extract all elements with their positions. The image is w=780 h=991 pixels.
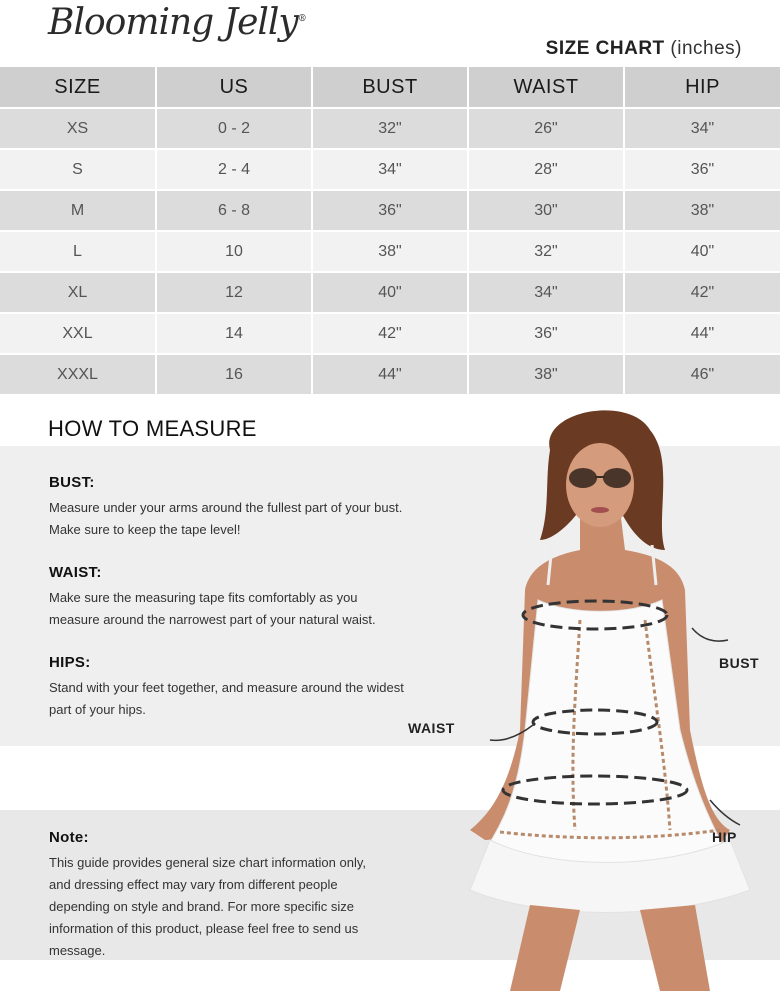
header-bust: BUST bbox=[312, 67, 468, 108]
table-cell: 28" bbox=[468, 149, 624, 190]
note-line-4: information of this product, please feel free to send us bbox=[49, 921, 359, 936]
table-cell: 36" bbox=[312, 190, 468, 231]
header-hip: HIP bbox=[624, 67, 780, 108]
waist-section bbox=[49, 564, 469, 631]
legs-shape bbox=[510, 905, 710, 991]
table-cell: 12 bbox=[156, 272, 312, 313]
registered-mark: ® bbox=[297, 14, 306, 24]
table-cell: 44" bbox=[312, 354, 468, 395]
bust-line-2: Make sure to keep the tape level! bbox=[49, 522, 241, 537]
waist-line-1: Make sure the measuring tape fits comfortably as you bbox=[49, 590, 358, 605]
table-cell: 36" bbox=[624, 149, 780, 190]
table-cell: 10 bbox=[156, 231, 312, 272]
lips-shape bbox=[591, 507, 609, 513]
hips-line-2: part of your hips. bbox=[49, 702, 146, 717]
note-section bbox=[49, 829, 429, 962]
table-cell: XL bbox=[0, 272, 156, 313]
table-cell: XXXL bbox=[0, 354, 156, 395]
table-row bbox=[0, 149, 780, 190]
table-cell: 38" bbox=[624, 190, 780, 231]
note-line-1: This guide provides general size chart information only, bbox=[49, 855, 366, 870]
hip-label: HIP bbox=[712, 829, 737, 845]
table-header-row bbox=[0, 67, 780, 108]
note-title: Note: bbox=[49, 829, 89, 846]
table-cell: XS bbox=[0, 108, 156, 149]
header-waist: WAIST bbox=[468, 67, 624, 108]
waist-line-2: measure around the narrowest part of your natural waist. bbox=[49, 612, 376, 627]
table-cell: 40" bbox=[312, 272, 468, 313]
table-cell: 46" bbox=[624, 354, 780, 395]
bust-pointer bbox=[692, 628, 728, 641]
note-line-5: message. bbox=[49, 943, 106, 958]
table-row bbox=[0, 313, 780, 354]
table-cell: 40" bbox=[624, 231, 780, 272]
table-cell: 34" bbox=[468, 272, 624, 313]
table-cell: 38" bbox=[312, 231, 468, 272]
table-cell: 32" bbox=[468, 231, 624, 272]
hips-line-1: Stand with your feet together, and measure around the widest bbox=[49, 680, 404, 695]
brand-logo bbox=[48, 2, 306, 43]
hips-section bbox=[49, 654, 469, 721]
how-to-measure-heading: HOW TO MEASURE bbox=[48, 416, 257, 441]
note-line-2: and dressing effect may vary from different people bbox=[49, 877, 338, 892]
bust-label: BUST bbox=[719, 655, 760, 671]
bust-line-1: Measure under your arms around the fullest part of your bust. bbox=[49, 500, 403, 515]
table-row bbox=[0, 231, 780, 272]
model-illustration bbox=[430, 400, 780, 991]
table-cell: 32" bbox=[312, 108, 468, 149]
table-cell: L bbox=[0, 231, 156, 272]
bust-title: BUST: bbox=[49, 474, 95, 491]
table-row bbox=[0, 108, 780, 149]
table-cell: 34" bbox=[624, 108, 780, 149]
table-cell: M bbox=[0, 190, 156, 231]
header-size: SIZE bbox=[0, 67, 156, 108]
waist-title: WAIST: bbox=[49, 564, 102, 581]
table-cell: 42" bbox=[312, 313, 468, 354]
table-cell: 42" bbox=[624, 272, 780, 313]
table-cell: 44" bbox=[624, 313, 780, 354]
table-row bbox=[0, 190, 780, 231]
table-cell: 16 bbox=[156, 354, 312, 395]
table-cell: S bbox=[0, 149, 156, 190]
table-cell: 6 - 8 bbox=[156, 190, 312, 231]
brand-name: Blooming Jelly bbox=[48, 2, 298, 43]
table-cell: XXL bbox=[0, 313, 156, 354]
table-cell: 30" bbox=[468, 190, 624, 231]
hips-title: HIPS: bbox=[49, 654, 91, 671]
table-row bbox=[0, 272, 780, 313]
table-cell: 34" bbox=[312, 149, 468, 190]
unit-label: (inches) bbox=[670, 38, 742, 59]
table-cell: 26" bbox=[468, 108, 624, 149]
table-cell: 2 - 4 bbox=[156, 149, 312, 190]
table-cell: 38" bbox=[468, 354, 624, 395]
table-cell: 36" bbox=[468, 313, 624, 354]
bust-section bbox=[49, 474, 469, 541]
waist-label: WAIST bbox=[408, 720, 455, 736]
table-row bbox=[0, 354, 780, 395]
size-table bbox=[0, 67, 780, 396]
size-chart-title bbox=[546, 38, 742, 60]
table-cell: 14 bbox=[156, 313, 312, 354]
size-chart-label: SIZE CHART bbox=[545, 38, 665, 59]
note-line-3: depending on style and brand. For more specific size bbox=[49, 899, 354, 914]
table-cell: 0 - 2 bbox=[156, 108, 312, 149]
header-us: US bbox=[156, 67, 312, 108]
